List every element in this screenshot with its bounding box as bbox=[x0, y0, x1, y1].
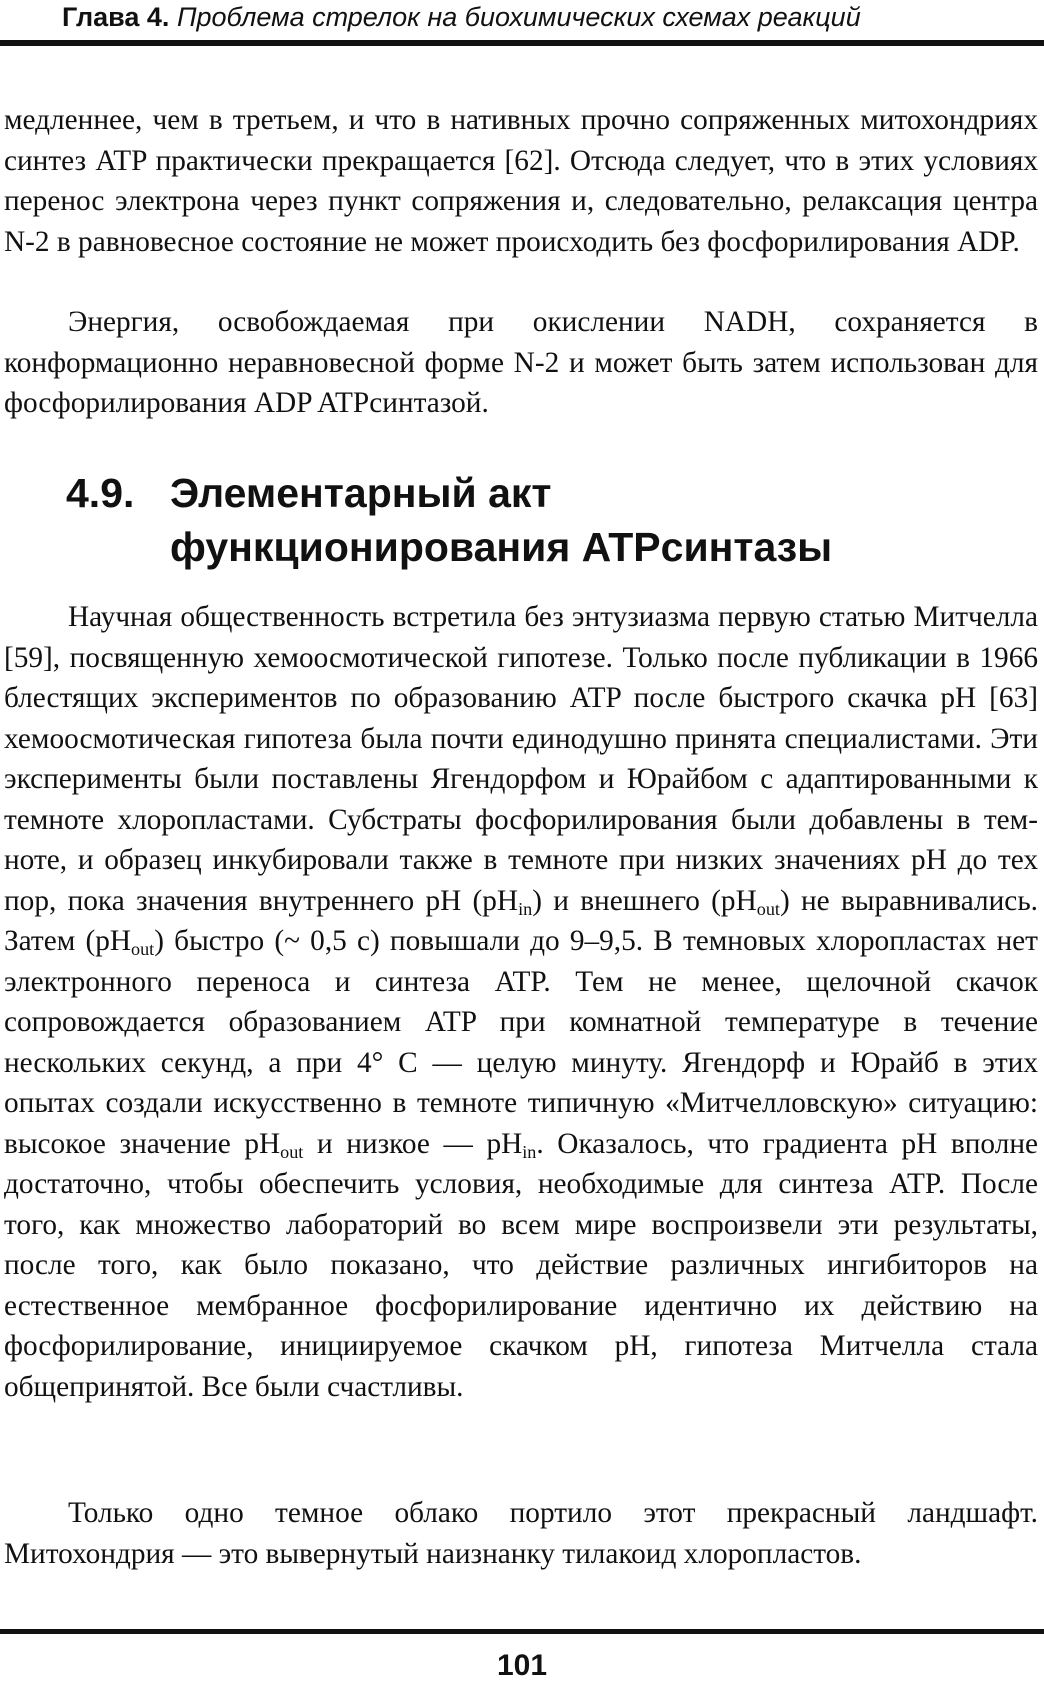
p3-text-4: ) быстро (~ 0,5 с) повышали до 9–9,5. В темновых хлоропластах нет электронного переноса и синтеза ATP. Тем не менее, щелочной скачок сопровождается образованием ATP при комнатной температуре в течение нескольких секунд, а при 4° С — целую минуту. Ягендорф и Юрайб в этих опытах создали искусственно в темноте типичную «Митчелловскую» ситуацию: высокое значение pH bbox=[4, 925, 1038, 1160]
section-title-line2: функционирования ATPсинтазы bbox=[170, 524, 833, 570]
paragraph-cloud-text: Только одно темное облако портило этот прекрасный ландшафт. Митохондрия — это вывернутый наизнанку тилакоид хлоропластов. bbox=[4, 1497, 1038, 1570]
subscript-out: out bbox=[756, 898, 780, 919]
subscript-in-2: in bbox=[522, 1141, 537, 1162]
chapter-label: Глава 4. bbox=[62, 2, 170, 32]
section-title-line1: Элементарный акт bbox=[170, 470, 552, 516]
subscript-out-3: out bbox=[280, 1141, 304, 1162]
paragraph-continued: медленнее, чем в третьем, и что в нативных прочно сопряженных митохондриях синтез ATP практически прекращается [62]. Отсюда следует, что в этих условиях перенос электрона через пункт сопряжения и, следовательно, релаксация центра N-2 в равновесное состояние не может происходить без фосфорилирования ADP. bbox=[4, 104, 1038, 258]
page-number: 101 bbox=[496, 1649, 548, 1682]
paragraph-energy-text: Энергия, освобождаемая при окислении NADH, сохраняется в конформационно неравновесной форме N-2 и может быть затем использован для фосфорилирования ADP ATPсинтазой. bbox=[4, 306, 1038, 419]
subscript-in: in bbox=[518, 898, 533, 919]
chapter-title: Проблема стрелок на биохимических схемах реакций bbox=[176, 2, 861, 32]
p3-text-1: Научная общественность встретила без энтузиазма первую статью Митчелла [59], посвященную хемоосмотической гипотезе. Только после публикации в 1966 блестящих экспериментов по образованию ATP после быстрого скачка pH [63] хемоосмотическая гипотеза была почти единодушно принята специалистами. Эти эксперименты были поставлены Ягендорфом и Юрайбом с адаптированными к темноте хлоропластами. Субстраты фосфорилирования были добавлены в темноте, и образец инкубировали также в темноте при низких значениях pH до тех пор, пока значения внутреннего pH (pH bbox=[4, 601, 1038, 917]
p3-text-2: ) и внешнего (pH bbox=[532, 884, 757, 917]
paragraph-experiments bbox=[4, 597, 1038, 1407]
section-heading-line2 bbox=[170, 520, 1044, 574]
paragraph-energy bbox=[4, 302, 1038, 424]
section-number: 4.9. bbox=[66, 470, 135, 516]
p3-text-3: ) не выравнивались. Затем (pH bbox=[4, 884, 1038, 957]
subscript-out-2: out bbox=[131, 939, 155, 960]
p3-text-6: . Оказалось, что градиента pH вполне достаточно, чтобы обеспечить условия, необходимые для синтеза ATP. После того, как множество лабораторий во всем мире воспроизвели эти результаты, после того, как было показано, что действие различных ингибиторов на естественное мембранное фосфорилирование идентично их действию на фосфорилирование, инициируемое скачком pH, гипотеза Митчелла стала общепринятой. Все были счастливы. bbox=[4, 1127, 1038, 1403]
running-head bbox=[62, 0, 1002, 34]
p3-text-5: и низкое — pH bbox=[303, 1127, 523, 1160]
section-heading bbox=[66, 466, 1026, 520]
footer-rule bbox=[0, 1629, 1044, 1634]
paragraph-cloud bbox=[4, 1493, 1038, 1574]
header-rule bbox=[0, 40, 1044, 46]
